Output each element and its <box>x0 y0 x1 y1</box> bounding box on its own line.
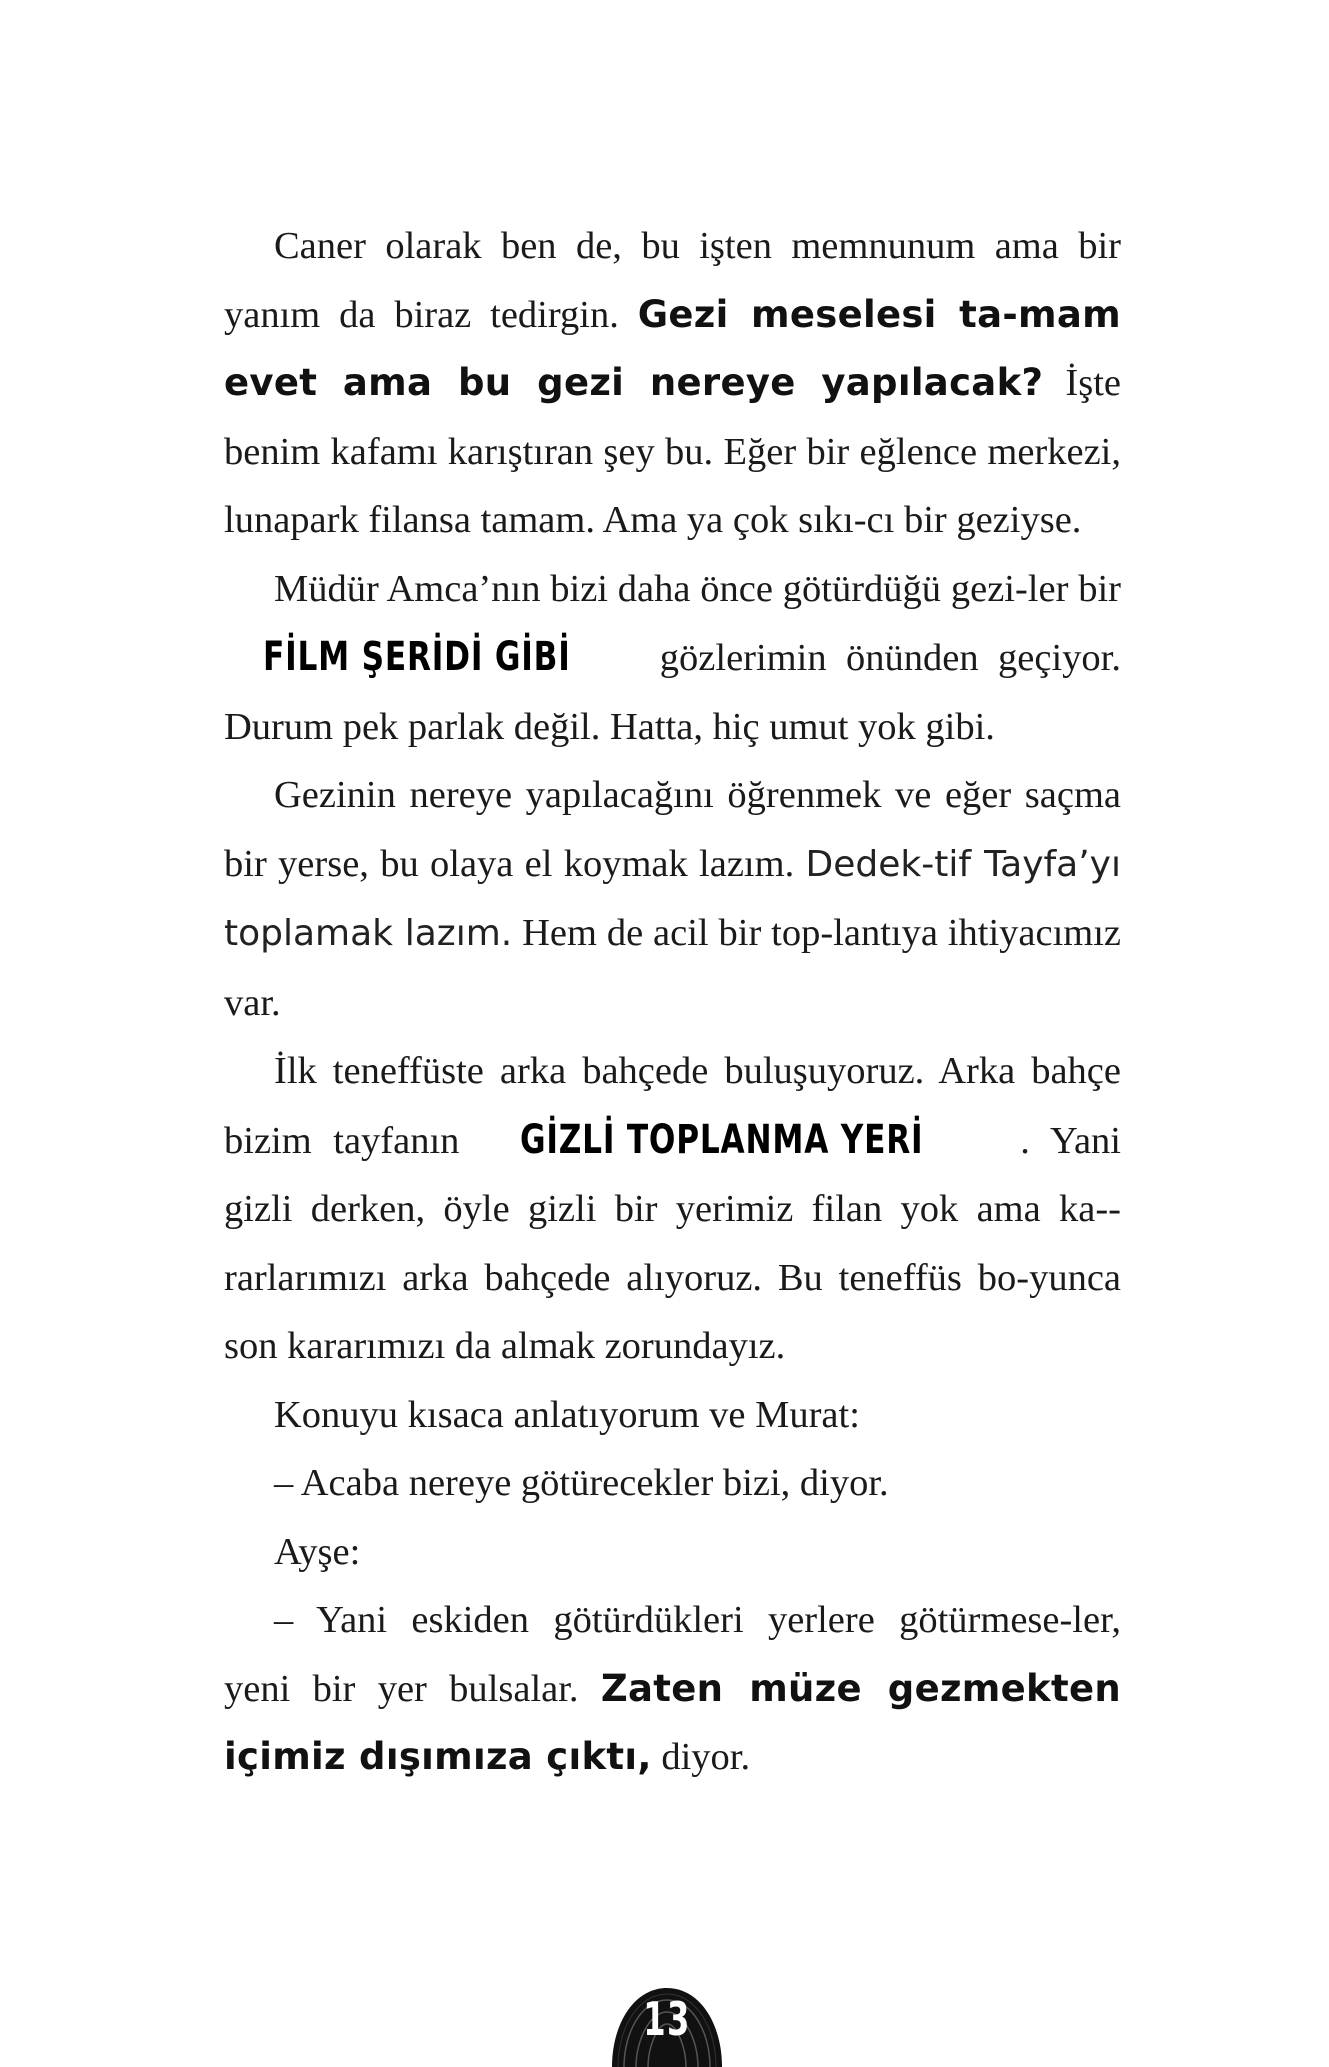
paragraph-3-handwritten-emphasis: Dedek-tif Tayfa’yı toplamak lazım. <box>224 843 1121 954</box>
paragraph-5: Konuyu kısaca anlatıyorum ve Murat: <box>274 1393 860 1436</box>
paragraph-8-text-a: – Yani eskiden götürdükleri yerlere götürmese-ler, yeni bir yer bulsalar. <box>224 1599 1121 1710</box>
paragraph-6: – Acaba nereye götürecekler bizi, diyor. <box>274 1462 889 1504</box>
paragraph-3-text-b: Hem de acil bir top-lantıya ihtiyacımız var. <box>224 912 1121 1024</box>
paragraph-8 <box>224 1586 1121 1792</box>
paragraph-1-text-b: İşte benim kafamı karıştıran şey bu. Eğer bir eğlence merkezi, lunapark filansa tamam. Ama ya çok sıkı-cı bir geziyse. <box>224 362 1121 541</box>
paragraph-8-handwritten-emphasis: Zaten müze gezmekten içimiz dışımıza çıktı, <box>224 1666 1121 1778</box>
paragraph-4-text-a: İlk teneffüste arka bahçede buluşuyoruz. Arka bahçe bizim tayfanın <box>224 1050 1121 1162</box>
paragraph-1-text-a: Caner olarak ben de, bu işten memnunum ama bir yanım da biraz tedirgin. <box>224 225 1121 336</box>
paragraph-2-block-emphasis: FİLM ŞERİDİ GİBİ <box>263 634 571 680</box>
paragraph-1-handwritten-emphasis: Gezi meselesi ta-mam evet ama bu gezi nereye yapılacak? <box>224 292 1121 404</box>
paragraph-7: Ayşe: <box>274 1530 361 1573</box>
page-body <box>224 212 1121 1792</box>
paragraph-3 <box>224 761 1121 1037</box>
paragraph-4-block-emphasis: GİZLİ TOPLANMA YERİ <box>520 1116 924 1163</box>
paragraph-3-text-a: Gezinin nereye yapılacağını öğrenmek ve eğer saçma bir yerse, bu olaya el koymak lazım. <box>224 774 1121 885</box>
paragraph-4-text-b: . Yani gizli derken, öyle gizli bir yerimiz filan yok ama ka-rarlarımızı arka bahçede alıyoruz. Bu teneffüs bo-yunca son kararımızı da almak zorundayız. <box>224 1119 1121 1367</box>
paragraph-1 <box>224 212 1121 555</box>
paragraph-2 <box>224 555 1121 762</box>
paragraph-8-text-b: diyor. <box>651 1736 751 1778</box>
paragraph-2-text-a: Müdür Amca’nın bizi daha önce götürdüğü gezi-ler bir <box>274 567 1121 610</box>
page-number: 13 <box>643 1992 691 2046</box>
page-number-badge <box>604 1984 730 2067</box>
paragraph-4 <box>224 1037 1121 1381</box>
paragraph-2-text-b: gözlerimin önünden geçiyor. Durum pek parlak değil. Hatta, hiç umut yok gibi. <box>224 637 1121 748</box>
